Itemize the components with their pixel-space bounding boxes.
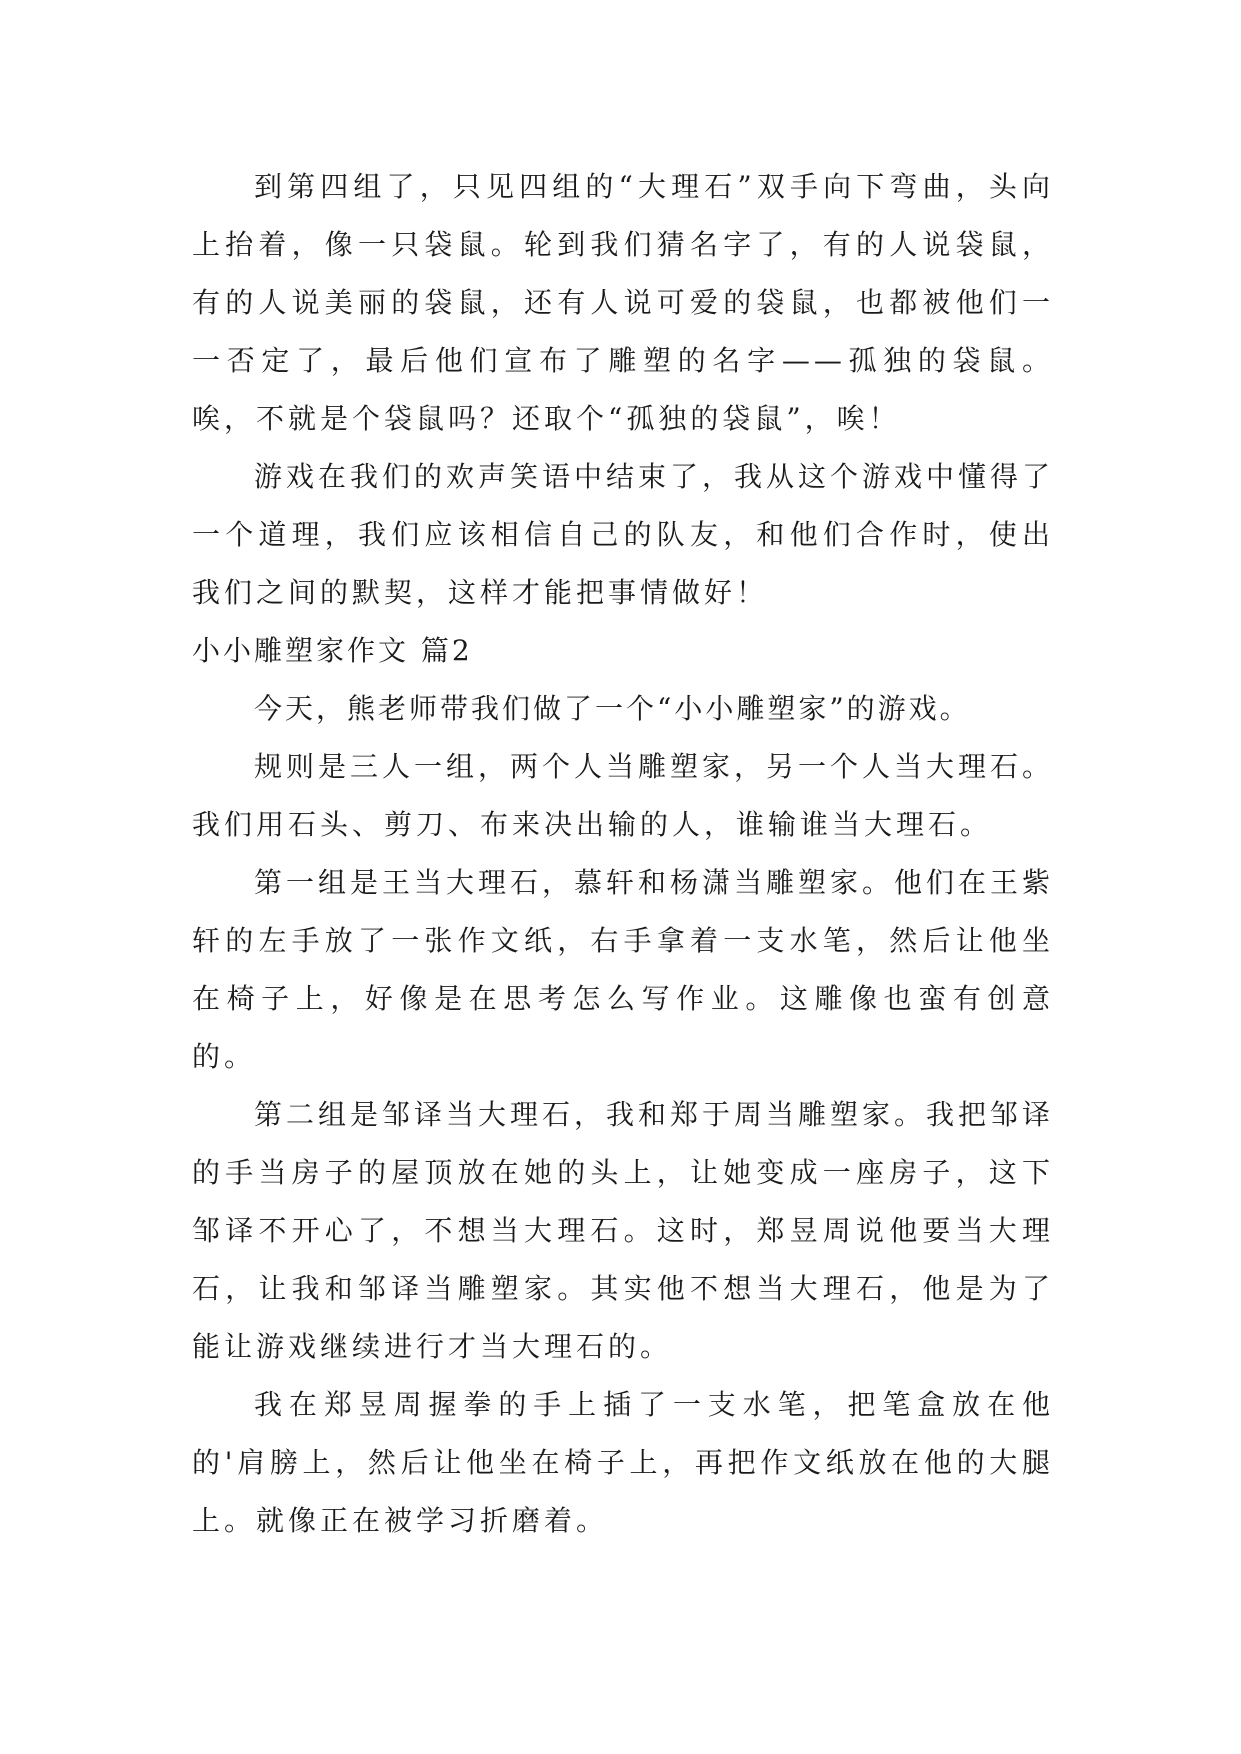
section-heading: 小小雕塑家作文 篇2 — [192, 634, 473, 667]
paragraph-group-two: 第二组是邹译当大理石，我和郑于周当雕塑家。我把邹译的手当房子的屋顶放在她的头上，让她变成一座房子，这下邹译不开心了，不想当大理石。这时，郑昱周说他要当大理石，让我和邹译当雕塑家。其实他不想当大理石，他是为了能让游戏继续进行才当大理石的。 — [192, 1098, 1055, 1363]
paragraph-kangaroo: 到第四组了，只见四组的“大理石”双手向下弯曲，头向上抬着，像一只袋鼠。轮到我们猜名字了，有的人说袋鼠，有的人说美丽的袋鼠，还有人说可爱的袋鼠，也都被他们一一否定了，最后他们宣布了雕塑的名字——孤独的袋鼠。唉，不就是个袋鼠吗？还取个“孤独的袋鼠”，唉！ — [192, 170, 1054, 435]
document-body — [192, 158, 1054, 1550]
paragraph-group-one: 第一组是王当大理石，慕轩和杨潇当雕塑家。他们在王紫轩的左手放了一张作文纸，右手拿着一支水笔，然后让他坐在椅子上，好像是在思考怎么写作业。这雕像也蛮有创意的。 — [192, 866, 1055, 1073]
paragraph-my-sculpture: 我在郑昱周握拳的手上插了一支水笔，把笔盒放在他的'肩膀上，然后让他坐在椅子上，再把作文纸放在他的大腿上。就像正在被学习折磨着。 — [192, 1388, 1054, 1537]
paragraph-conclusion: 游戏在我们的欢声笑语中结束了，我从这个游戏中懂得了一个道理，我们应该相信自己的队友，和他们合作时，使出我们之间的默契，这样才能把事情做好！ — [192, 460, 1055, 609]
paragraph-intro: 今天，熊老师带我们做了一个“小小雕塑家”的游戏。 — [254, 692, 971, 725]
paragraph-rules: 规则是三人一组，两个人当雕塑家，另一个人当大理石。我们用石头、剪刀、布来决出输的人，谁输谁当大理石。 — [192, 750, 1055, 841]
